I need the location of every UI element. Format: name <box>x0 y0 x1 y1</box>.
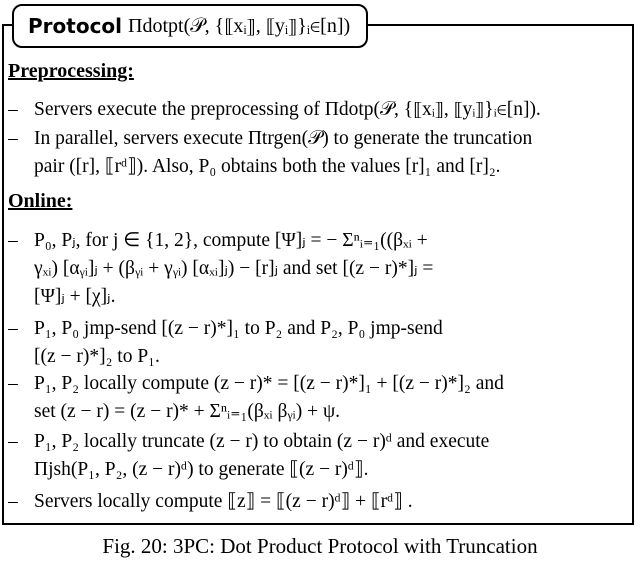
item-line: P₁, P₂ locally compute (z − r)* = [(z − r)*]₁ + [(z − r)*]₂ and <box>34 373 504 394</box>
bullet-dash: – <box>8 491 18 512</box>
item-line: P₁, P₂ locally truncate (z − r) to obtain (z − r)ᵈ and execute <box>34 431 490 452</box>
item-line: [(z − r)*]₂ to P₁. <box>34 346 160 367</box>
figure-caption: Fig. 20: 3PC: Dot Product Protocol with Truncation <box>102 534 538 558</box>
protocol-keyword: Protocol <box>28 14 123 38</box>
item-line: P₁, P₀ jmp-send [(z − r)*]₁ to P₂ and P₂, P₀ jmp-send <box>34 318 443 339</box>
item-line: Πjsh(P₁, P₂, (z − r)ᵈ) to generate ⟦(z − r)ᵈ⟧. <box>34 459 369 480</box>
online-item <box>8 488 620 516</box>
bullet-dash: – <box>8 99 18 120</box>
item-line: [Ψ]ⱼ + [χ]ⱼ. <box>34 286 116 307</box>
bullet-dash: – <box>8 318 18 339</box>
online-item <box>8 370 620 426</box>
item-line: set (z − r) = (z − r)* + Σⁿᵢ₌₁(βₓᵢ βᵧᵢ) + ψ. <box>34 401 341 422</box>
bullet-dash: – <box>8 230 18 251</box>
bullet-dash: – <box>8 431 18 452</box>
item-line: Servers execute the preprocessing of Πdotp(𝒫, {⟦xᵢ⟧, ⟦yᵢ⟧}ᵢ∈[n]). <box>34 99 541 120</box>
online-item <box>8 227 620 311</box>
online-item <box>8 315 620 371</box>
online-heading: Online: <box>8 190 73 212</box>
bullet-dash: – <box>8 373 18 394</box>
item-line: pair ([r], ⟦rᵈ⟧). Also, P₀ obtains both the values [r]₁ and [r]₂. <box>34 156 501 177</box>
item-line: Servers locally compute ⟦z⟧ = ⟦(z − r)ᵈ⟧ + ⟦rᵈ⟧ . <box>34 491 413 512</box>
preprocessing-item <box>8 125 620 181</box>
protocol-title-box <box>12 4 368 48</box>
online-item <box>8 428 620 484</box>
item-line: γₓᵢ) [αᵧᵢ]ⱼ + (βᵧᵢ + γᵧᵢ) [αₓᵢ]ⱼ) − [r]ⱼ and set [(z − r)*]ⱼ = <box>34 258 434 279</box>
protocol-signature: Πdotpt(𝒫, {⟦xᵢ⟧, ⟦yᵢ⟧}ᵢ∈[n]) <box>128 14 351 37</box>
item-line: P₀, Pⱼ, for j ∈ {1, 2}, compute [Ψ]ⱼ = − Σⁿᵢ₌₁((βₓᵢ + <box>34 230 428 251</box>
preprocessing-heading: Preprocessing: <box>8 60 134 82</box>
bullet-dash: – <box>8 128 18 149</box>
preprocessing-item <box>8 96 620 124</box>
item-line: In parallel, servers execute Πtrgen(𝒫) to generate the truncation <box>34 128 533 149</box>
